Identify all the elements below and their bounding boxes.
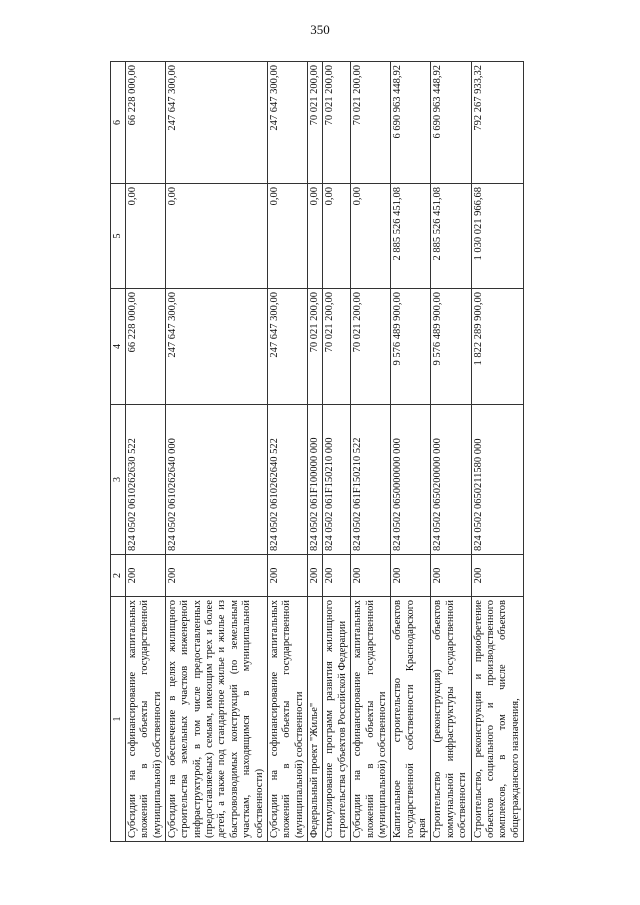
column-header: 4	[111, 289, 126, 405]
row-value-5: 0,00	[351, 184, 391, 289]
row-code: 824 0502 0610262640 522	[267, 405, 307, 555]
row-code: 824 0502 0650211580 000	[471, 405, 524, 555]
row-value-4: 70 021 200,00	[351, 289, 391, 405]
page-number: 350	[310, 22, 330, 37]
row-value-6: 792 267 933,32	[471, 62, 524, 184]
rotated-table-container	[110, 62, 530, 842]
row-code: 824 0502 0610262640 000	[165, 405, 267, 555]
column-header: 3	[111, 405, 126, 555]
row-code: 824 0502 061F150210 000	[323, 405, 351, 555]
budget-table	[110, 61, 524, 842]
row-value-6: 247 647 300,00	[165, 62, 267, 184]
row-value-6: 70 021 200,00	[323, 62, 351, 184]
row-vr: 200	[351, 555, 391, 597]
row-name: Стимулирование программ развития жилищного строительства субъектов Российской Федерации	[323, 597, 351, 842]
row-code: 824 0502 0650200000 000	[431, 405, 471, 555]
row-value-4: 9 576 489 900,00	[431, 289, 471, 405]
row-value-5: 2 885 526 451,08	[391, 184, 431, 289]
header-row	[111, 62, 126, 842]
row-value-4: 70 021 200,00	[308, 289, 323, 405]
row-code: 824 0502 061F100000 000	[308, 405, 323, 555]
row-name: Строительство, реконструкция и приобретение объектов социального и производственного комплексов, в том числе объектов общегражданского назначения,	[471, 597, 524, 842]
row-name: Капитальное строительство объектов государственной собственности Краснодарского края	[391, 597, 431, 842]
column-header: 5	[111, 184, 126, 289]
row-value-4: 247 647 300,00	[165, 289, 267, 405]
table-row	[125, 62, 165, 842]
row-value-4: 1 822 289 900,00	[471, 289, 524, 405]
row-name: Субсидии на софинансирование капитальных вложений в объекты государственной (муниципальной) собственности	[125, 597, 165, 842]
table-row	[471, 62, 524, 842]
row-name: Строительство (реконструкция) объектов коммунальной инфраструктуры государственной собственности	[431, 597, 471, 842]
row-value-6: 66 228 000,00	[125, 62, 165, 184]
row-value-6: 6 690 963 448,92	[391, 62, 431, 184]
row-vr: 200	[267, 555, 307, 597]
table-row	[165, 62, 267, 842]
table-row	[351, 62, 391, 842]
row-code: 824 0502 0650000000 000	[391, 405, 431, 555]
row-value-6: 6 690 963 448,92	[431, 62, 471, 184]
row-value-5: 0,00	[323, 184, 351, 289]
row-value-5: 0,00	[125, 184, 165, 289]
table-row	[267, 62, 307, 842]
row-value-6: 70 021 200,00	[351, 62, 391, 184]
row-value-4: 247 647 300,00	[267, 289, 307, 405]
row-vr: 200	[471, 555, 524, 597]
row-vr: 200	[165, 555, 267, 597]
row-name: Федеральный проект "Жилье"	[308, 597, 323, 842]
row-vr: 200	[391, 555, 431, 597]
row-value-5: 0,00	[308, 184, 323, 289]
row-value-4: 9 576 489 900,00	[391, 289, 431, 405]
row-name: Субсидии на софинансирование капитальных вложений в объекты государственной (муниципальной) собственности	[351, 597, 391, 842]
row-value-5: 0,00	[267, 184, 307, 289]
row-value-5: 1 030 021 966,68	[471, 184, 524, 289]
table-row	[391, 62, 431, 842]
row-value-4: 66 228 000,00	[125, 289, 165, 405]
row-code: 824 0502 0610262630 522	[125, 405, 165, 555]
row-vr: 200	[125, 555, 165, 597]
row-vr: 200	[431, 555, 471, 597]
row-value-5: 0,00	[165, 184, 267, 289]
table-row	[308, 62, 323, 842]
row-code: 824 0502 061F150210 522	[351, 405, 391, 555]
column-header: 1	[111, 597, 126, 842]
row-name: Субсидии на софинансирование капитальных вложений в объекты государственной (муниципальной) собственности	[267, 597, 307, 842]
row-value-6: 247 647 300,00	[267, 62, 307, 184]
row-value-5: 2 885 526 451,08	[431, 184, 471, 289]
row-vr: 200	[323, 555, 351, 597]
row-vr: 200	[308, 555, 323, 597]
row-value-6: 70 021 200,00	[308, 62, 323, 184]
table-body	[125, 62, 523, 842]
row-value-4: 70 021 200,00	[323, 289, 351, 405]
column-header: 6	[111, 62, 126, 184]
table-row	[431, 62, 471, 842]
table-row	[323, 62, 351, 842]
row-name: Субсидии на обеспечение в целях жилищного строительства земельных участков инженерной инфраструктурой, в том числе предоставленных (предоставляемых) семьям, имеющим трех и более детей, а также под стандартное жилье и жилье из быстровозводимых конструкций (по земельным участкам, находящимся в муниципальной собственности)	[165, 597, 267, 842]
column-header: 2	[111, 555, 126, 597]
